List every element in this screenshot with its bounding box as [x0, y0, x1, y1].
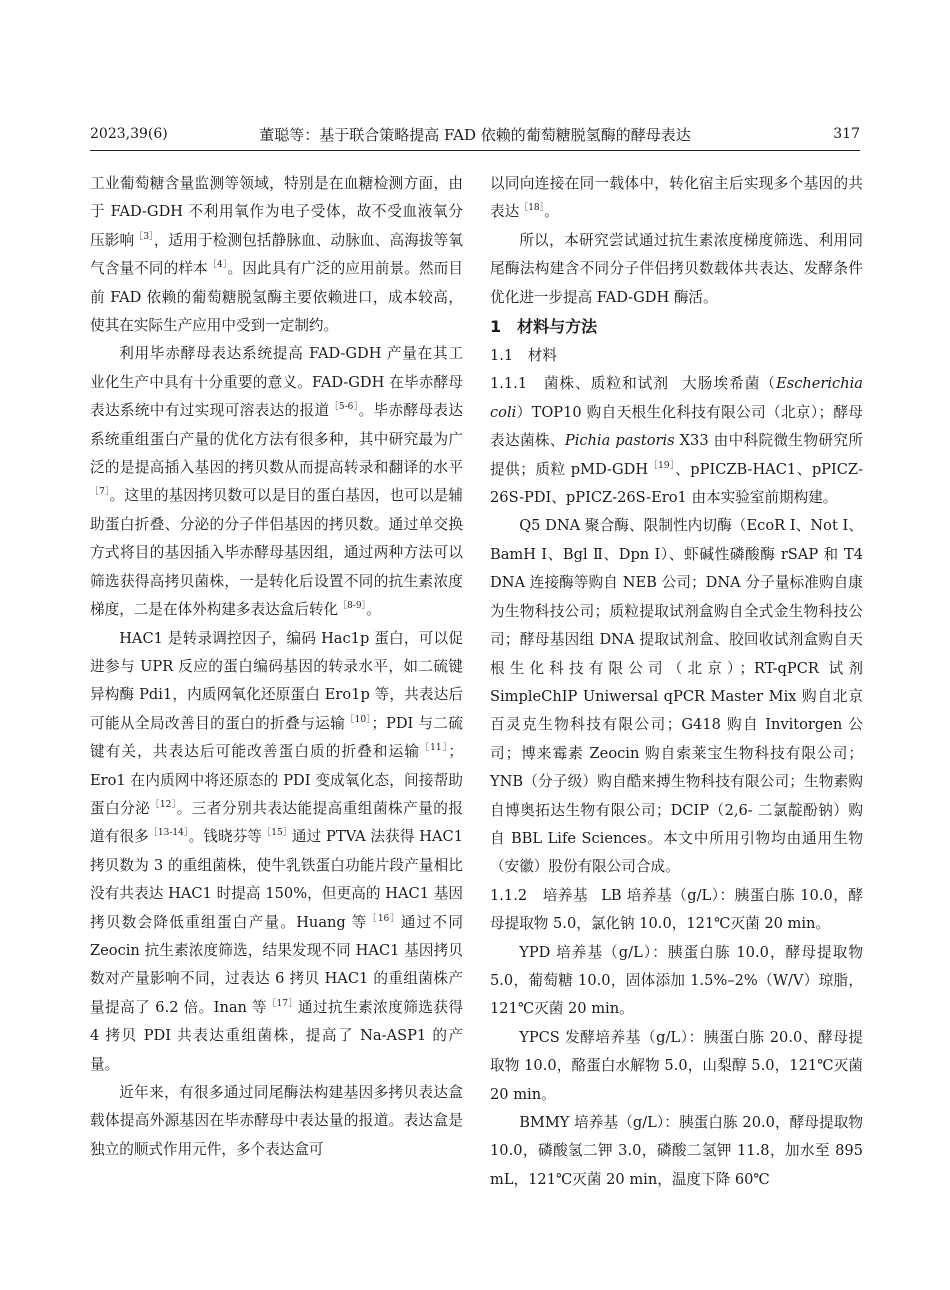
citation[interactable]: ［11］ — [420, 743, 449, 754]
paragraph: BMMY 培养基（g/L）：胰蛋白胨 20.0，酵母提取物 10.0，磷酸氢二钾 3.0，磷酸二氢钾 11.8，加水至 895 mL，121℃灭菌 20 min，温度下降 60℃ — [490, 1114, 863, 1188]
paragraph: 工业葡萄糖含量监测等领域，特别是在血糖检测方面，由于 FAD-GDH 不利用氧作为电子受体，故不受血液氧分压影响$^{[3]}$，适用于检测包括静脉血、动脉血、高海拔等氧气含量不同的样本$^{[4]}$。因此具有广泛的应用前景。然而目前 FAD 依赖的葡萄糖脱氢酶主要依赖进口，成本较高，使其在实际生产应用中受到一定制约。 — [90, 175, 463, 335]
journal-issue: 2023,39(6) — [90, 126, 168, 142]
running-header — [90, 122, 860, 148]
citation[interactable]: ［7］ — [90, 487, 110, 498]
subsubsection-heading: 1.1.2 培养基 — [490, 886, 589, 904]
citation[interactable]: ［16］ — [367, 913, 401, 924]
subsubsection-heading: 1.1.1 菌株、质粒和试剂 — [490, 375, 670, 393]
paragraph: 所以，本研究尝试通过抗生素浓度梯度筛选、利用同尾酶法构建含不同分子伴侣拷贝数载体共表达、发酵条件优化进一步提高 FAD-GDH 酶活。 — [490, 231, 863, 306]
citation[interactable]: ［19］ — [648, 460, 676, 471]
subsection-heading: 1.1 材料 — [490, 347, 557, 365]
running-title: 董聪等：基于联合策略提高 FAD 依赖的葡萄糖脱氢酶的酵母表达 — [259, 126, 691, 144]
right-column — [490, 170, 863, 1194]
paragraph: YPCS 发酵培养基（g/L）：胰蛋白胨 20.0、酵母提取物 10.0，酪蛋白水解物 5.0，山梨醇 5.0，121℃灭菌 20 min。 — [490, 1028, 863, 1103]
citation[interactable]: ［4］ — [207, 260, 228, 271]
citation[interactable]: ［13-14］ — [148, 828, 189, 839]
citation[interactable]: ［12］ — [150, 799, 177, 810]
citation[interactable]: ［17］ — [267, 998, 298, 1009]
header-rule — [90, 150, 860, 151]
paragraph: 1.1.2 培养基 LB 培养基（g/L）：胰蛋白胨 10.0，酵母提取物 5.0，氯化钠 10.0，121℃灭菌 20 min。 — [490, 886, 863, 933]
section-heading: 1 材料与方法 — [490, 317, 598, 337]
paragraph: Q5 DNA 聚合酶、限制性内切酶（EcoR Ⅰ、Not Ⅰ、BamH Ⅰ、Bgl Ⅱ、Dpn Ⅰ）、虾碱性磷酸酶 rSAP 和 T4 DNA 连接酶等购自 NEB 公司；DNA 分子量标准购自康为生物科技公司；质粒提取试剂盒购自全式金生物科技公司；酵母基因组 DNA 提取试剂盒、胶回收试剂盒购自天根生化科技有限公司（北京）；RT-qPCR 试剂 SimpleChIP Uniwersal qPCR Master Mix 购自北京百灵克生物科技有限公司；G418 购自 Invitorgen 公司；博来霉素 Zeocin 购自索莱宝生物科技有限公司；YNB（分子级）购自酷来搏生物科技有限公司；生物素购自博奥拓达生物有限公司；DCIP（2,6- 二氯靛酚钠）购自 BBL Life Sciences。本文中所用引物均由通用生物（安徽）股份有限公司合成。 — [490, 517, 863, 876]
citation[interactable]: ［18］ — [519, 203, 545, 214]
page-number: 317 — [833, 126, 860, 142]
paragraph: 以同向连接在同一载体中，转化宿主后实现多个基因的共表达$^{[18]}$。 — [490, 175, 863, 221]
left-column — [90, 170, 463, 1164]
citation[interactable]: ［10］ — [345, 714, 372, 725]
paragraph: HAC1 是转录调控因子，编码 Hac1p 蛋白，可以促进参与 UPR 反应的蛋白编码基因的转录水平，如二硫键异构酶 Pdi1，内质网氧化还原蛋白 Ero1p 等，共表达后可能从全局改善目的蛋白的折叠与运输$^{[10]}$；PDI 与二硫键有关，共表达后可能改善蛋白质的折叠和运输$^{[11]}$；Ero1 在内质网中将还原态的 PDI 变成氧化态，间接帮助蛋白分泌$^{[12]}$。三者分别共表达能提高重组菌株产量的报道有很多$^{[13-14]}$。钱晓芬等$^{[15]}$通过 PTVA 法获得 HAC1 拷贝数为 3 的重组菌株，使牛乳铁蛋白功能片段产量相比没有共表达 HAC1 时提高 150%，但更高的 HAC1 基因拷贝数会降低重组蛋白产量。Huang 等$^{[16]}$通过不同 Zeocin 抗生素浓度筛选，结果发现不同 HAC1 基因拷贝数对产量影响不同，过表达 6 拷贝 HAC1 的重组菌株产量提高了 6.2 倍。Inan 等$^{[17]}$通过抗生素浓度筛选获得 4 拷贝 PDI 共表达重组菌株，提高了 Na-ASP1 的产量。 — [90, 629, 463, 1073]
paragraph: 1.1.1 菌株、质粒和试剂 大肠埃希菌（Escherichia coli）TOP10 购自天根生化科技有限公司（北京）；酵母表达菌株、Pichia pastoris X33 由中科院微生物研究所提供；质粒 pMD-$GDH^{[19]}$、pPICZB-HAC1、pPICZ-26S-PDI、pPICZ-26S-Ero1 由本实验室前期构建。 — [490, 375, 863, 507]
citation[interactable]: ［3］ — [134, 231, 154, 242]
paragraph: 利用毕赤酵母表达系统提高 FAD-GDH 产量在其工业化生产中具有十分重要的意义。FAD-GDH 在毕赤酵母表达系统中有过实现可溶表达的报道$^{[5-6]}$。毕赤酵母表达系统重组蛋白产量的优化方法有很多种，其中研究最为广泛的是提高插入基因的拷贝数从而提高转录和翻译的水平$^{[7]}$。这里的基因拷贝数可以是目的蛋白基因，也可以是辅助蛋白折叠、分泌的分子伴侣基因的拷贝数。通过单交换方式将目的基因插入毕赤酵母基因组，通过两种方法可以筛选获得高拷贝菌株，一是转化后设置不同的抗生素浓度梯度，二是在体外构建多表达盒后转化$^{[8-9]}$。 — [90, 345, 463, 619]
paragraph: YPD 培养基（g/L）：胰蛋白胨 10.0，酵母提取物 5.0，葡萄糖 10.0，固体添加 1.5%–2%（W/V）琼脂，121℃灭菌 20 min。 — [490, 943, 863, 1018]
citation[interactable]: ［5-6］ — [329, 402, 359, 413]
citation[interactable]: ［15］ — [262, 828, 292, 839]
citation[interactable]: ［8-9］ — [338, 601, 367, 612]
paragraph: 近年来，有很多通过同尾酶法构建基因多拷贝表达盒载体提高外源基因在毕赤酵母中表达量的报道。表达盒是独立的顺式作用元件，多个表达盒可 — [90, 1084, 463, 1158]
